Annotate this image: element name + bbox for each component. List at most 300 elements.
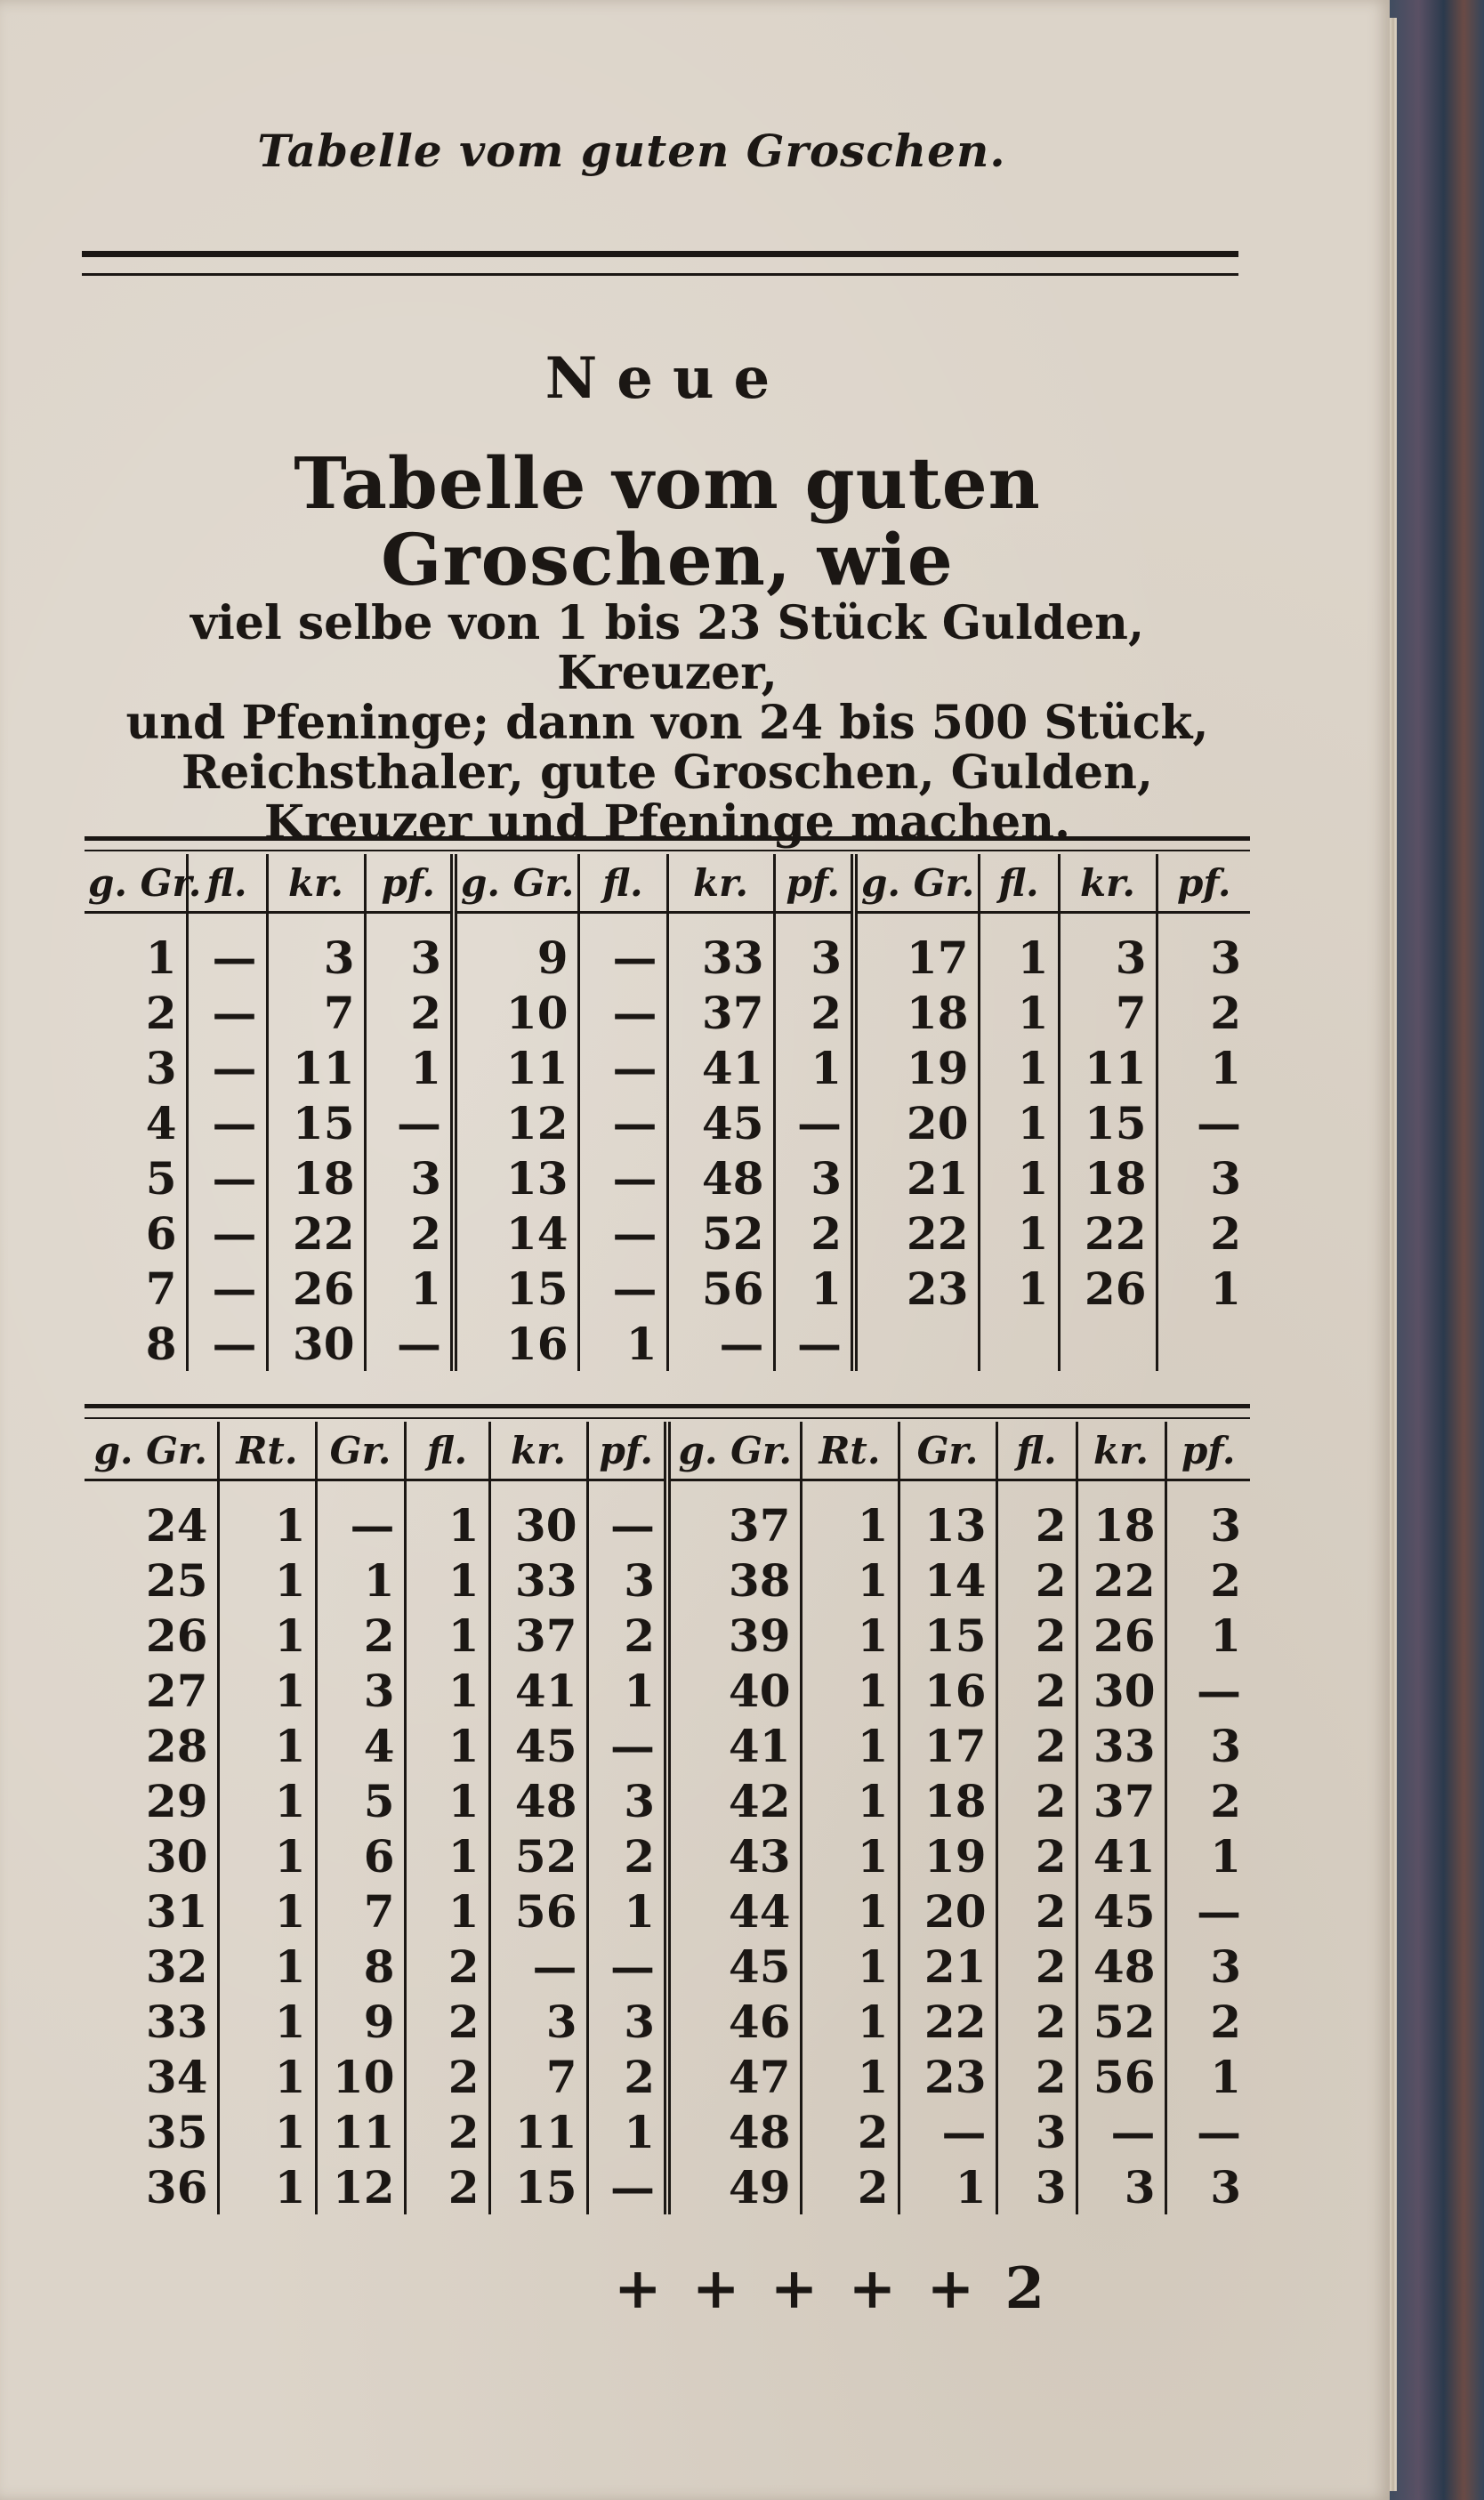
title-line: Tabelle vom guten Groschen, wie <box>294 441 1041 602</box>
table-cell: 11 <box>1059 1040 1157 1095</box>
table-cell: 1 <box>218 1718 316 1773</box>
table-cell: 5 <box>85 1150 187 1206</box>
column-header: fl. <box>578 854 667 913</box>
header-rule <box>82 251 1238 276</box>
table-cell: 3 <box>1210 1719 1241 1772</box>
table-cell: 4 <box>316 1718 405 1773</box>
table-cell: 31 <box>85 1883 218 1939</box>
table-cell: 7 <box>85 1261 187 1316</box>
table-cell: — <box>187 1095 267 1150</box>
table-cell: 6 <box>85 1206 187 1261</box>
table-small-quantities <box>85 854 1250 1371</box>
table-cell: 27 <box>85 1663 218 1718</box>
table-cell <box>1059 1316 1157 1371</box>
table-cell: 19 <box>899 1828 996 1883</box>
table-cell: 52 <box>667 1206 774 1261</box>
table-cell: 3 <box>587 1773 667 1828</box>
table-cell: — <box>774 1316 854 1371</box>
table-cell: — <box>578 1040 667 1095</box>
table-cell: 10 <box>316 2049 405 2104</box>
table-cell: — <box>1197 1884 1241 1938</box>
table-cell: 1 <box>218 1883 316 1939</box>
table-cell: 3 <box>1210 1151 1241 1205</box>
table-cell: 3 <box>1210 1498 1241 1552</box>
column-header: kr. <box>489 1422 587 1480</box>
table-cell: 1 <box>405 1608 489 1663</box>
table1-header-row <box>85 854 1250 913</box>
table-cell: 2 <box>405 2049 489 2104</box>
table-cell: 1 <box>801 1773 899 1828</box>
table-cell: 2 <box>996 1828 1077 1883</box>
table-cell: 38 <box>667 1552 801 1608</box>
table-row <box>85 1828 1250 1883</box>
table-cell: 1 <box>218 1663 316 1718</box>
table-cell: 1 <box>218 1994 316 2049</box>
table-cell: 9 <box>454 913 578 986</box>
column-header: kr. <box>1059 854 1157 913</box>
column-header: Gr. <box>316 1422 405 1480</box>
table-cell: 2 <box>996 1939 1077 1994</box>
table-cell: 28 <box>85 1718 218 1773</box>
column-header: g. Gr. <box>854 854 979 913</box>
table-cell: — <box>187 913 267 986</box>
table-cell: 2 <box>996 1552 1077 1608</box>
table-cell: 1 <box>979 913 1059 986</box>
table-cell: — <box>187 1206 267 1261</box>
table-cell: — <box>187 1261 267 1316</box>
table-cell: 3 <box>85 1040 187 1095</box>
table-cell: 26 <box>1059 1261 1157 1316</box>
table-cell: 49 <box>667 2159 801 2214</box>
table-cell: 10 <box>454 985 578 1040</box>
column-header: pf. <box>365 854 454 913</box>
table-cell: 16 <box>454 1316 578 1371</box>
table-cell: — <box>587 2159 667 2214</box>
table-cell: 1 <box>1210 1262 1241 1315</box>
table-cell: 11 <box>489 2104 587 2159</box>
column-header: g. Gr. <box>85 854 187 913</box>
table-cell: 1 <box>587 1663 667 1718</box>
table-cell: 1 <box>587 1883 667 1939</box>
table-cell: 14 <box>899 1552 996 1608</box>
table-cell: 30 <box>267 1316 365 1371</box>
table-cell: 1 <box>801 1883 899 1939</box>
table-cell: 2 <box>801 2104 899 2159</box>
table-cell: 3 <box>774 913 854 986</box>
table-cell: 1 <box>218 1828 316 1883</box>
column-header: fl. <box>405 1422 489 1480</box>
table-row <box>85 1316 1250 1371</box>
table-row <box>85 2049 1250 2104</box>
table-row <box>85 1939 1250 1994</box>
table-cell: 36 <box>85 2159 218 2214</box>
table-cell: 2 <box>996 1480 1077 1553</box>
table-cell: 8 <box>85 1316 187 1371</box>
table-cell: 1 <box>979 1150 1059 1206</box>
table-cell: 32 <box>85 1939 218 1994</box>
table-cell: 1 <box>1210 1041 1241 1094</box>
table-cell: 45 <box>1077 1883 1165 1939</box>
table-cell: 15 <box>489 2159 587 2214</box>
table-cell: 2 <box>365 985 454 1040</box>
column-header: pf. <box>1165 1422 1250 1480</box>
table-cell: 22 <box>899 1994 996 2049</box>
table-cell: 26 <box>267 1261 365 1316</box>
table-cell: — <box>365 1095 454 1150</box>
table-cell: 1 <box>801 1939 899 1994</box>
table-cell: — <box>187 1316 267 1371</box>
table-cell: 41 <box>1077 1828 1165 1883</box>
table-row <box>85 1718 1250 1773</box>
table-cell: 18 <box>1077 1480 1165 1553</box>
table-cell: 1 <box>801 1608 899 1663</box>
table-cell: 1 <box>218 1773 316 1828</box>
table-cell: 2 <box>1210 1553 1241 1607</box>
table-cell: 37 <box>667 1480 801 1553</box>
table-cell: 15 <box>454 1261 578 1316</box>
table-cell: 2 <box>85 985 187 1040</box>
table-cell: 1 <box>1210 1609 1241 1662</box>
table-cell: 7 <box>267 985 365 1040</box>
table-cell: 22 <box>1077 1552 1165 1608</box>
table-cell: 1 <box>218 2159 316 2214</box>
table-cell: 7 <box>489 2049 587 2104</box>
book-spine <box>1383 0 1484 2500</box>
table-cell: — <box>578 1150 667 1206</box>
table-cell: — <box>365 1316 454 1371</box>
table-cell: 2 <box>587 1608 667 1663</box>
table-cell: 11 <box>454 1040 578 1095</box>
table-cell: 56 <box>489 1883 587 1939</box>
table-cell <box>1157 1316 1250 1371</box>
table-cell: 2 <box>1210 1995 1241 2048</box>
table-cell: 42 <box>667 1773 801 1828</box>
table-cell: 2 <box>996 2049 1077 2104</box>
table-cell: 9 <box>316 1994 405 2049</box>
table-row <box>85 1480 1250 1553</box>
table-cell: 2 <box>1210 986 1241 1039</box>
table-cell: 41 <box>667 1040 774 1095</box>
table-cell: 1 <box>587 2104 667 2159</box>
table-cell: 1 <box>801 1480 899 1553</box>
table-cell: 3 <box>1210 1940 1241 1993</box>
running-head: Tabelle vom guten Groschen. <box>257 125 1006 177</box>
table-row <box>85 1206 1250 1261</box>
table-row <box>85 1040 1250 1095</box>
table-cell: 41 <box>489 1663 587 1718</box>
table-cell: 48 <box>667 1150 774 1206</box>
table-cell: 1 <box>405 1828 489 1883</box>
table-cell: 1 <box>316 1552 405 1608</box>
table-cell: 7 <box>316 1883 405 1939</box>
table-cell: 41 <box>667 1718 801 1773</box>
table-cell: 1 <box>218 1939 316 1994</box>
table-cell: 2 <box>405 2159 489 2214</box>
table-cell: 48 <box>489 1773 587 1828</box>
table-cell: 45 <box>667 1095 774 1150</box>
table-cell: 1 <box>979 1095 1059 1150</box>
column-header: kr. <box>1077 1422 1165 1480</box>
table-cell: 2 <box>996 1608 1077 1663</box>
table-cell: 3 <box>316 1663 405 1718</box>
table-cell: 1 <box>979 1206 1059 1261</box>
table-cell: — <box>774 1095 854 1150</box>
table-cell: 1 <box>979 1261 1059 1316</box>
table1-top-rule <box>85 836 1250 851</box>
table-cell: 1 <box>405 1883 489 1939</box>
table-cell: 2 <box>774 1206 854 1261</box>
table-cell: 3 <box>774 1150 854 1206</box>
table-cell: 3 <box>1210 2160 1241 2214</box>
table-cell: 1 <box>774 1040 854 1095</box>
table-cell: 1 <box>801 1552 899 1608</box>
table-cell: 2 <box>1210 1774 1241 1827</box>
table-cell: 24 <box>85 1480 218 1553</box>
table-cell: — <box>578 1206 667 1261</box>
table-row <box>85 1095 1250 1150</box>
table-cell: — <box>1197 1096 1241 1149</box>
table-cell: 18 <box>267 1150 365 1206</box>
table-cell: 15 <box>899 1608 996 1663</box>
table-cell: 20 <box>899 1883 996 1939</box>
table-cell: 3 <box>489 1994 587 2049</box>
table-cell: 2 <box>996 1663 1077 1718</box>
table-cell: 19 <box>854 1040 979 1095</box>
table-cell: 56 <box>667 1261 774 1316</box>
table-cell <box>979 1316 1059 1371</box>
table-cell: 23 <box>854 1261 979 1316</box>
table-cell: 47 <box>667 2049 801 2104</box>
table-cell: 8 <box>316 1939 405 1994</box>
table-cell: 1 <box>1210 1829 1241 1883</box>
table-cell: — <box>1197 1664 1241 1717</box>
table-cell: 33 <box>489 1552 587 1608</box>
table-cell: 2 <box>996 1718 1077 1773</box>
table-cell: 2 <box>587 2049 667 2104</box>
table-cell: 1 <box>218 1552 316 1608</box>
table-cell: 18 <box>854 985 979 1040</box>
table-cell <box>854 1316 979 1371</box>
table-cell: 48 <box>1077 1939 1165 1994</box>
table-cell: 2 <box>1210 1206 1241 1260</box>
table-cell: — <box>187 985 267 1040</box>
table-cell: — <box>1197 2105 1241 2158</box>
table-cell: — <box>578 913 667 986</box>
column-header: pf. <box>1157 854 1250 913</box>
table-cell: 39 <box>667 1608 801 1663</box>
table-row <box>85 1150 1250 1206</box>
table-cell: 13 <box>899 1480 996 1553</box>
column-header: Gr. <box>899 1422 996 1480</box>
column-header: pf. <box>774 854 854 913</box>
table-cell: — <box>187 1040 267 1095</box>
table-cell: 17 <box>854 913 979 986</box>
table-cell: 37 <box>667 985 774 1040</box>
table-cell: 15 <box>1059 1095 1157 1150</box>
table-cell: 1 <box>801 1994 899 2049</box>
table-cell: 30 <box>489 1480 587 1553</box>
table-row <box>85 1608 1250 1663</box>
table-cell: — <box>899 2104 996 2159</box>
column-header: fl. <box>979 854 1059 913</box>
table-cell: 3 <box>587 1994 667 2049</box>
table-cell: 25 <box>85 1552 218 1608</box>
table-cell: 3 <box>267 913 365 986</box>
table-cell: 35 <box>85 2104 218 2159</box>
table2-header-row <box>85 1422 1250 1480</box>
table-cell: 16 <box>899 1663 996 1718</box>
table-cell: 17 <box>899 1718 996 1773</box>
footer-marks: + + + + + 2 <box>613 2255 1050 2322</box>
table-cell: 1 <box>405 1663 489 1718</box>
table-cell: 21 <box>854 1150 979 1206</box>
table-cell: 23 <box>899 2049 996 2104</box>
table-cell: 1 <box>218 1608 316 1663</box>
table-cell: 3 <box>365 1150 454 1206</box>
table-cell: — <box>578 985 667 1040</box>
table-cell: 1 <box>1210 2050 1241 2103</box>
table-cell: 44 <box>667 1883 801 1939</box>
table-cell: 29 <box>85 1773 218 1828</box>
column-header: kr. <box>667 854 774 913</box>
table-cell: 21 <box>899 1939 996 1994</box>
column-header: g. Gr. <box>667 1422 801 1480</box>
table-cell: 1 <box>578 1316 667 1371</box>
table-title <box>85 441 1250 851</box>
table-cell: 3 <box>587 1552 667 1608</box>
table-row <box>85 2104 1250 2159</box>
column-header: Rt. <box>218 1422 316 1480</box>
title-line: viel selbe von 1 bis 23 Stück Gulden, Kreuzer, <box>190 595 1145 700</box>
table-cell: — <box>667 1316 774 1371</box>
table-cell: 1 <box>979 985 1059 1040</box>
table-cell: 26 <box>85 1608 218 1663</box>
table-cell: 1 <box>365 1040 454 1095</box>
table-cell: 2 <box>801 2159 899 2214</box>
table-cell: 3 <box>996 2159 1077 2214</box>
table-cell: — <box>587 1718 667 1773</box>
table-cell: 37 <box>1077 1773 1165 1828</box>
table-cell: 33 <box>1077 1718 1165 1773</box>
table-cell: 22 <box>267 1206 365 1261</box>
table-cell: 2 <box>587 1828 667 1883</box>
table-cell: 45 <box>667 1939 801 1994</box>
column-header: g. Gr. <box>85 1422 218 1480</box>
column-header: kr. <box>267 854 365 913</box>
table-large-quantities <box>85 1422 1250 2214</box>
table-cell: 46 <box>667 1994 801 2049</box>
column-header: Rt. <box>801 1422 899 1480</box>
table-cell: 15 <box>267 1095 365 1150</box>
table-cell: 18 <box>1059 1150 1157 1206</box>
table-cell: 56 <box>1077 2049 1165 2104</box>
table-row <box>85 913 1250 986</box>
table-cell: 2 <box>405 1939 489 1994</box>
table-cell: 33 <box>85 1994 218 2049</box>
table-cell: 2 <box>365 1206 454 1261</box>
table-row <box>85 1663 1250 1718</box>
table-cell: 43 <box>667 1828 801 1883</box>
table-cell: 13 <box>454 1150 578 1206</box>
table-cell: 1 <box>218 1480 316 1553</box>
table-cell: 14 <box>454 1206 578 1261</box>
table-row <box>85 1261 1250 1316</box>
table-cell: 1 <box>801 2049 899 2104</box>
table-cell: — <box>587 1939 667 1994</box>
table-cell: 1 <box>801 1663 899 1718</box>
table-cell: 48 <box>667 2104 801 2159</box>
column-header: fl. <box>996 1422 1077 1480</box>
table-cell: 33 <box>667 913 774 986</box>
table-cell: 2 <box>996 1773 1077 1828</box>
table-cell: 34 <box>85 2049 218 2104</box>
table-cell: 37 <box>489 1608 587 1663</box>
table-cell: 1 <box>979 1040 1059 1095</box>
table-cell: 2 <box>996 1883 1077 1939</box>
table-cell: 26 <box>1077 1608 1165 1663</box>
table-cell: — <box>578 1261 667 1316</box>
table-cell: 1 <box>218 2104 316 2159</box>
column-header: fl. <box>187 854 267 913</box>
table-cell: 2 <box>774 985 854 1040</box>
title-line: Kreuzer und Pfeninge machen. <box>263 795 1071 851</box>
table-cell: 30 <box>1077 1663 1165 1718</box>
table-row <box>85 1773 1250 1828</box>
table-cell: 2 <box>405 1994 489 2049</box>
section-heading: Neue <box>544 345 790 412</box>
table-cell: 3 <box>996 2104 1077 2159</box>
table-row <box>85 1552 1250 1608</box>
table-row <box>85 1883 1250 1939</box>
table-cell: 2 <box>316 1608 405 1663</box>
table-cell: 52 <box>1077 1994 1165 2049</box>
table-cell: 1 <box>405 1773 489 1828</box>
table-cell: 3 <box>1077 2159 1165 2214</box>
title-line: und Pfeninge; dann von 24 bis 500 Stück, <box>125 696 1209 751</box>
table-cell: 7 <box>1059 985 1157 1040</box>
table-cell: 20 <box>854 1095 979 1150</box>
table-cell: 12 <box>454 1095 578 1150</box>
table-cell: 2 <box>996 1994 1077 2049</box>
table-cell: 1 <box>85 913 187 986</box>
table-cell: 3 <box>1059 913 1157 986</box>
table-cell: 1 <box>899 2159 996 2214</box>
table-cell: 40 <box>667 1663 801 1718</box>
table-cell: 1 <box>218 2049 316 2104</box>
table-row <box>85 2159 1250 2214</box>
table-cell: 3 <box>1210 931 1241 984</box>
table-cell: 22 <box>1059 1206 1157 1261</box>
table-cell: 22 <box>854 1206 979 1261</box>
table-cell: 11 <box>267 1040 365 1095</box>
table-cell: 52 <box>489 1828 587 1883</box>
table-row <box>85 985 1250 1040</box>
table-cell: 30 <box>85 1828 218 1883</box>
table-cell: 18 <box>899 1773 996 1828</box>
title-line: Reichsthaler, gute Groschen, Gulden, <box>181 746 1153 801</box>
table-cell: — <box>1077 2104 1165 2159</box>
table-cell: 4 <box>85 1095 187 1150</box>
table-cell: 12 <box>316 2159 405 2214</box>
table-cell: — <box>187 1150 267 1206</box>
table-cell: 2 <box>405 2104 489 2159</box>
table-cell: 5 <box>316 1773 405 1828</box>
table-cell: 1 <box>801 1828 899 1883</box>
table-cell: — <box>489 1939 587 1994</box>
table-cell: 3 <box>365 913 454 986</box>
table-row <box>85 1994 1250 2049</box>
table2-top-rule <box>85 1404 1250 1419</box>
